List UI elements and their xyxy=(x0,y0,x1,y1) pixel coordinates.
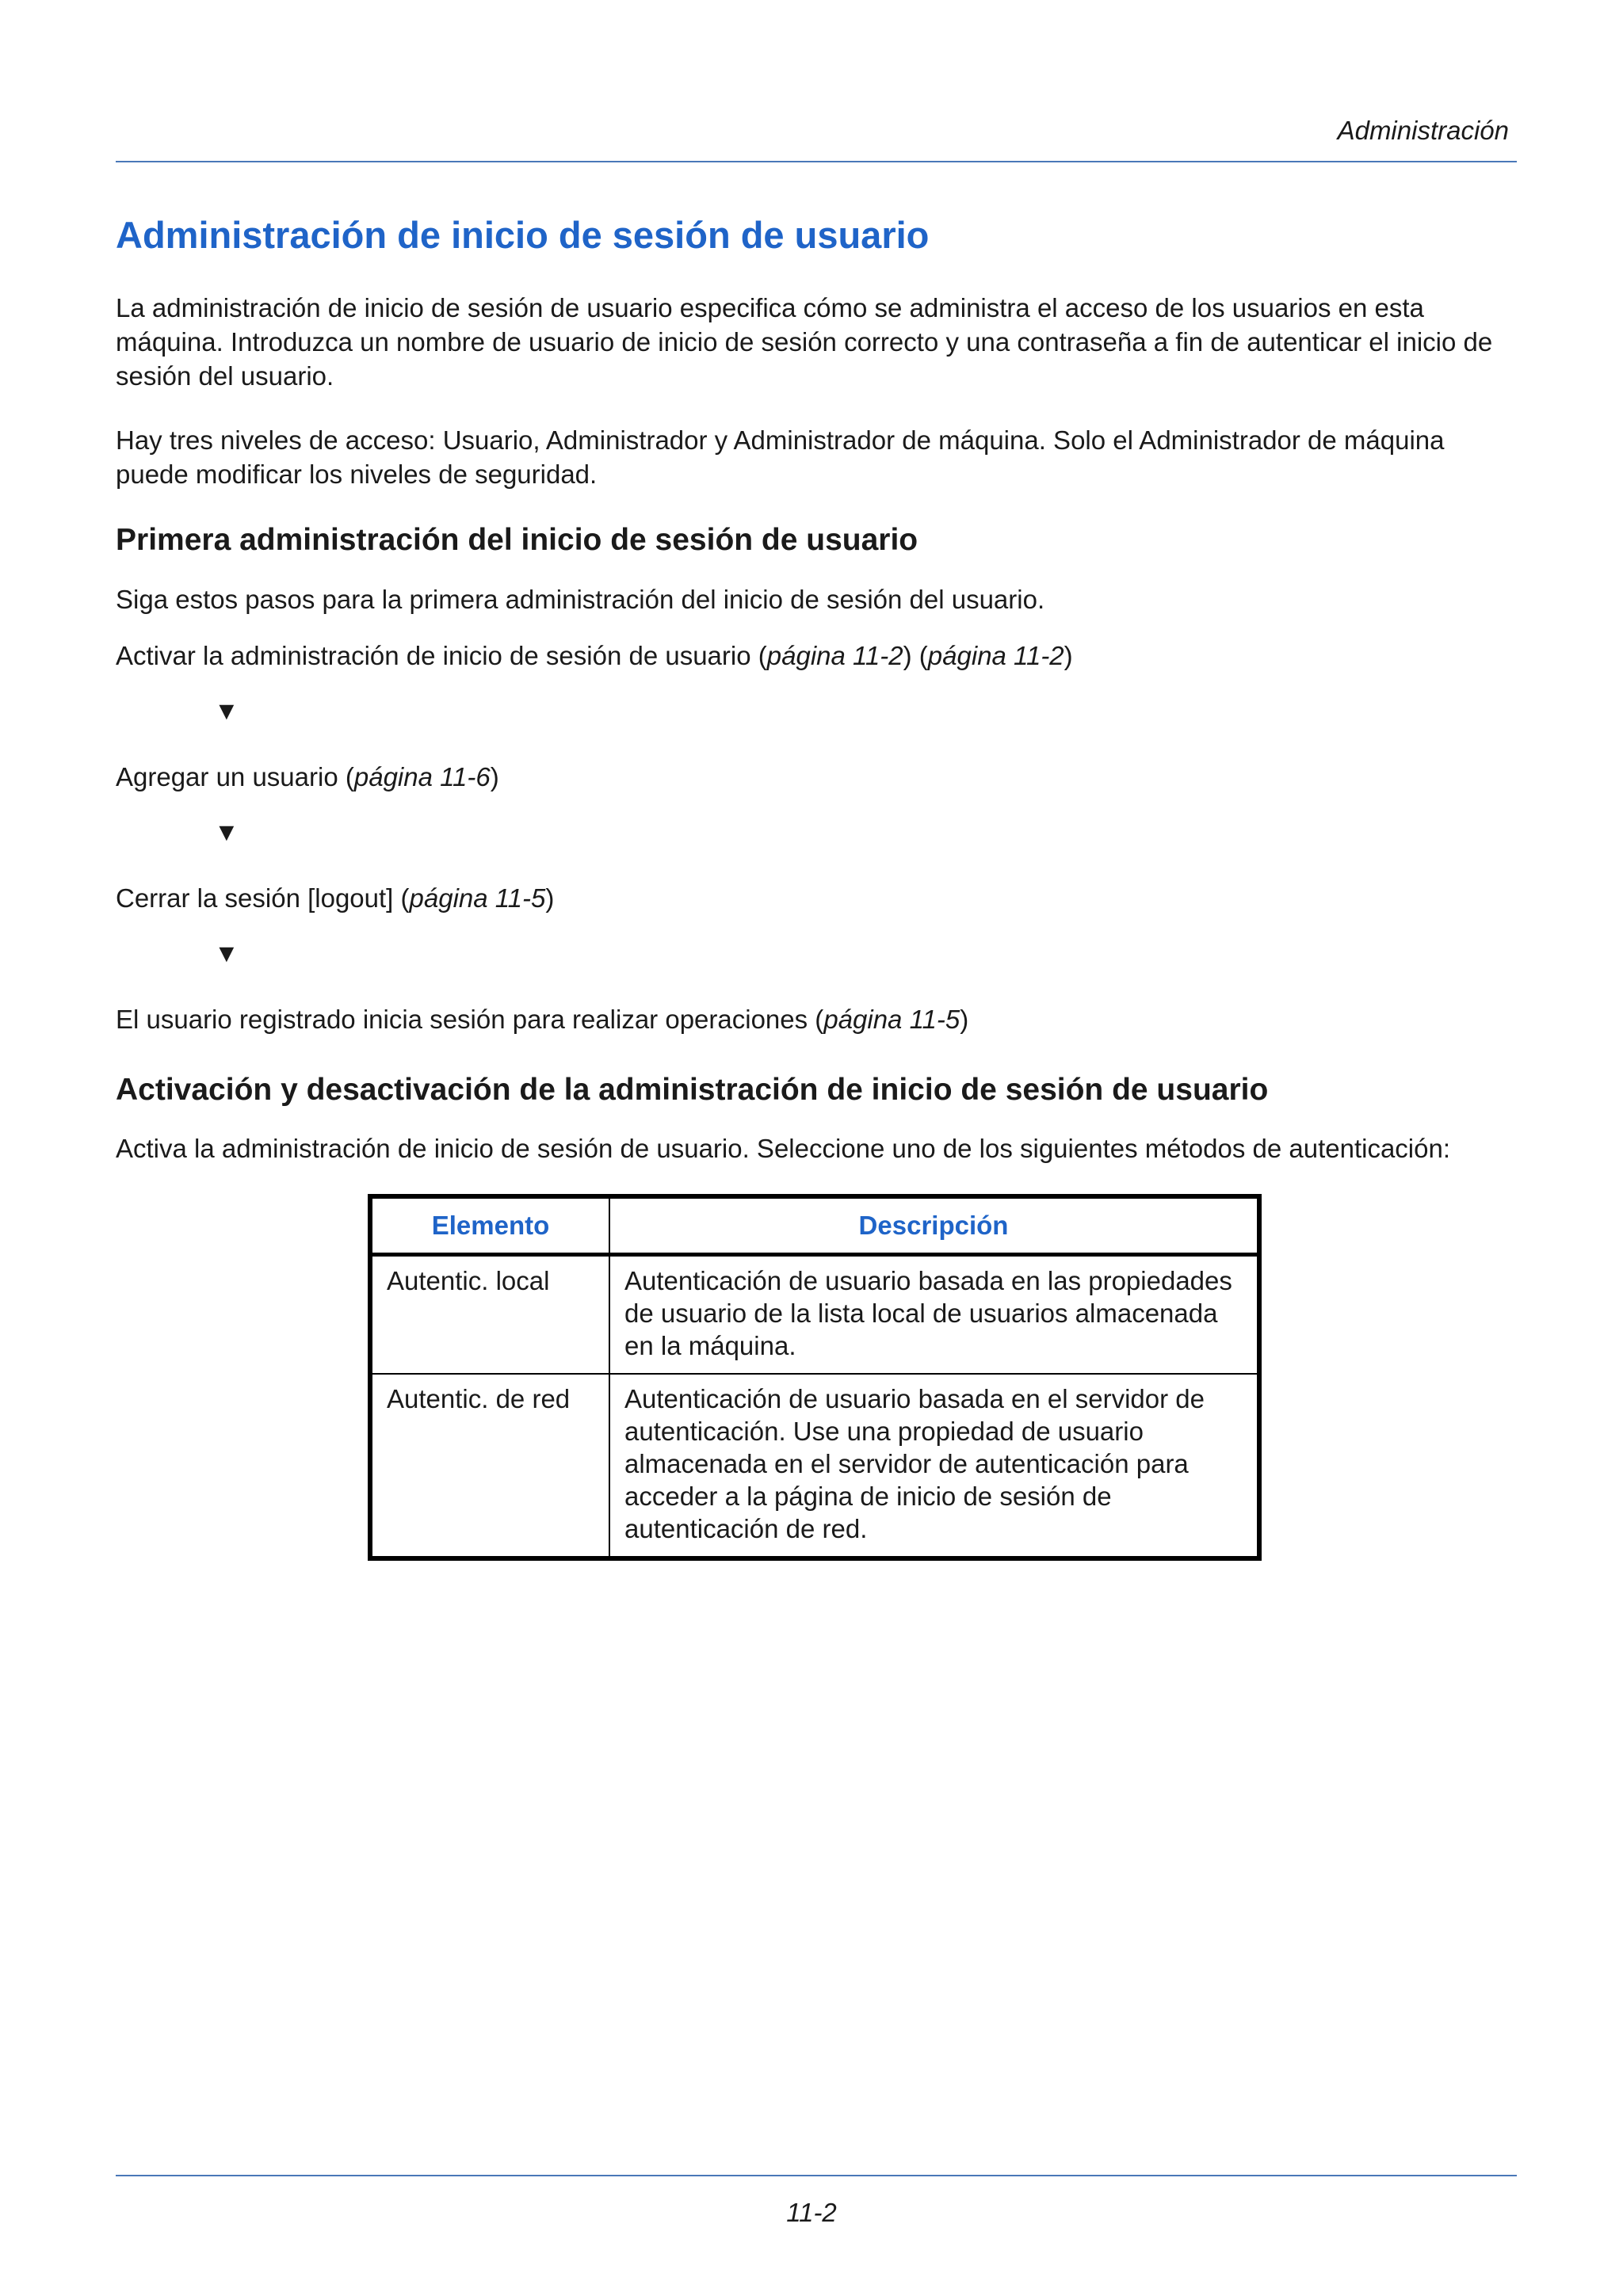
section2-lead: Activa la administración de inicio de sesión de usuario. Seleccione uno de los siguientes métodos de autenticación: xyxy=(116,1134,1451,1164)
flow-arrow-down-icon: ▼ xyxy=(214,817,239,846)
table-header-element: Elemento xyxy=(370,1196,609,1255)
header-rule xyxy=(116,161,1517,162)
footer-rule xyxy=(116,2175,1517,2176)
step-2-page-link[interactable]: página 11-6 xyxy=(353,761,491,791)
section-heading-first-admin: Primera administración del inicio de sesión de usuario xyxy=(116,522,918,557)
intro-paragraph-2: Hay tres niveles de acceso: Usuario, Administrador y Administrador de máquina. Solo el Administrador de máquina puede modificar los niveles de seguridad. xyxy=(116,425,1445,489)
section-heading-activation: Activación y desactivación de la administración de inicio de sesión de usuario xyxy=(116,1072,1269,1107)
page-title: Administración de inicio de sesión de usuario xyxy=(116,214,930,256)
section1-lead: Siga estos pasos para la primera administración del inicio de sesión del usuario. xyxy=(116,584,1045,614)
step-4-text: El usuario registrado inicia sesión para realizar operaciones xyxy=(116,1004,808,1034)
intro-paragraph-1: La administración de inicio de sesión de usuario especifica cómo se administra el acceso de los usuarios en esta máquina. Introduzca un nombre de usuario de inicio de sesión correcto y una contraseña a fin de autenticar el inicio de sesión del usuario. xyxy=(116,292,1493,391)
step-1-page-link-b[interactable]: página 11-2 xyxy=(927,640,1064,670)
step-1-text: Activar la administración de inicio de sesión de usuario xyxy=(116,640,751,670)
table-row xyxy=(370,1255,1259,1375)
page-content xyxy=(116,212,1517,1561)
auth-methods-table xyxy=(368,1194,1262,1561)
step-4: El usuario registrado inicia sesión para realizar operaciones (página 11-5) xyxy=(116,1004,969,1034)
step-3: Cerrar la sesión [logout] (página 11-5) xyxy=(116,883,555,913)
table-header-description: Descripción xyxy=(609,1196,1259,1255)
step-1-page-link-a[interactable]: página 11-2 xyxy=(766,640,903,670)
page-number: 11-2 xyxy=(786,2198,837,2227)
step-4-page-link[interactable]: página 11-5 xyxy=(823,1004,960,1034)
table-cell-description: Autenticación de usuario basada en las propiedades de usuario de la lista local de usuarios almacenada en la máquina. xyxy=(609,1255,1259,1375)
table-header-row xyxy=(370,1196,1259,1255)
table-cell-description: Autenticación de usuario basada en el servidor de autenticación. Use una propiedad de usuario almacenada en el servidor de autenticación para acceder a la página de inicio de sesión de autenticación de red. xyxy=(609,1374,1259,1558)
running-header: Administración xyxy=(1337,116,1509,145)
flow-arrow-down-icon: ▼ xyxy=(214,938,239,967)
flow-arrow-down-icon: ▼ xyxy=(214,696,239,725)
table-cell-item: Autentic. local xyxy=(370,1255,609,1375)
step-2-text: Agregar un usuario xyxy=(116,761,338,791)
step-3-text: Cerrar la sesión [logout] xyxy=(116,883,394,913)
table-cell-item: Autentic. de red xyxy=(370,1374,609,1558)
step-3-page-link[interactable]: página 11-5 xyxy=(409,883,546,913)
step-2: Agregar un usuario (página 11-6) xyxy=(116,761,499,791)
table-row xyxy=(370,1374,1259,1558)
step-1: Activar la administración de inicio de sesión de usuario (página 11-2) (página 11-2) xyxy=(116,640,1073,670)
